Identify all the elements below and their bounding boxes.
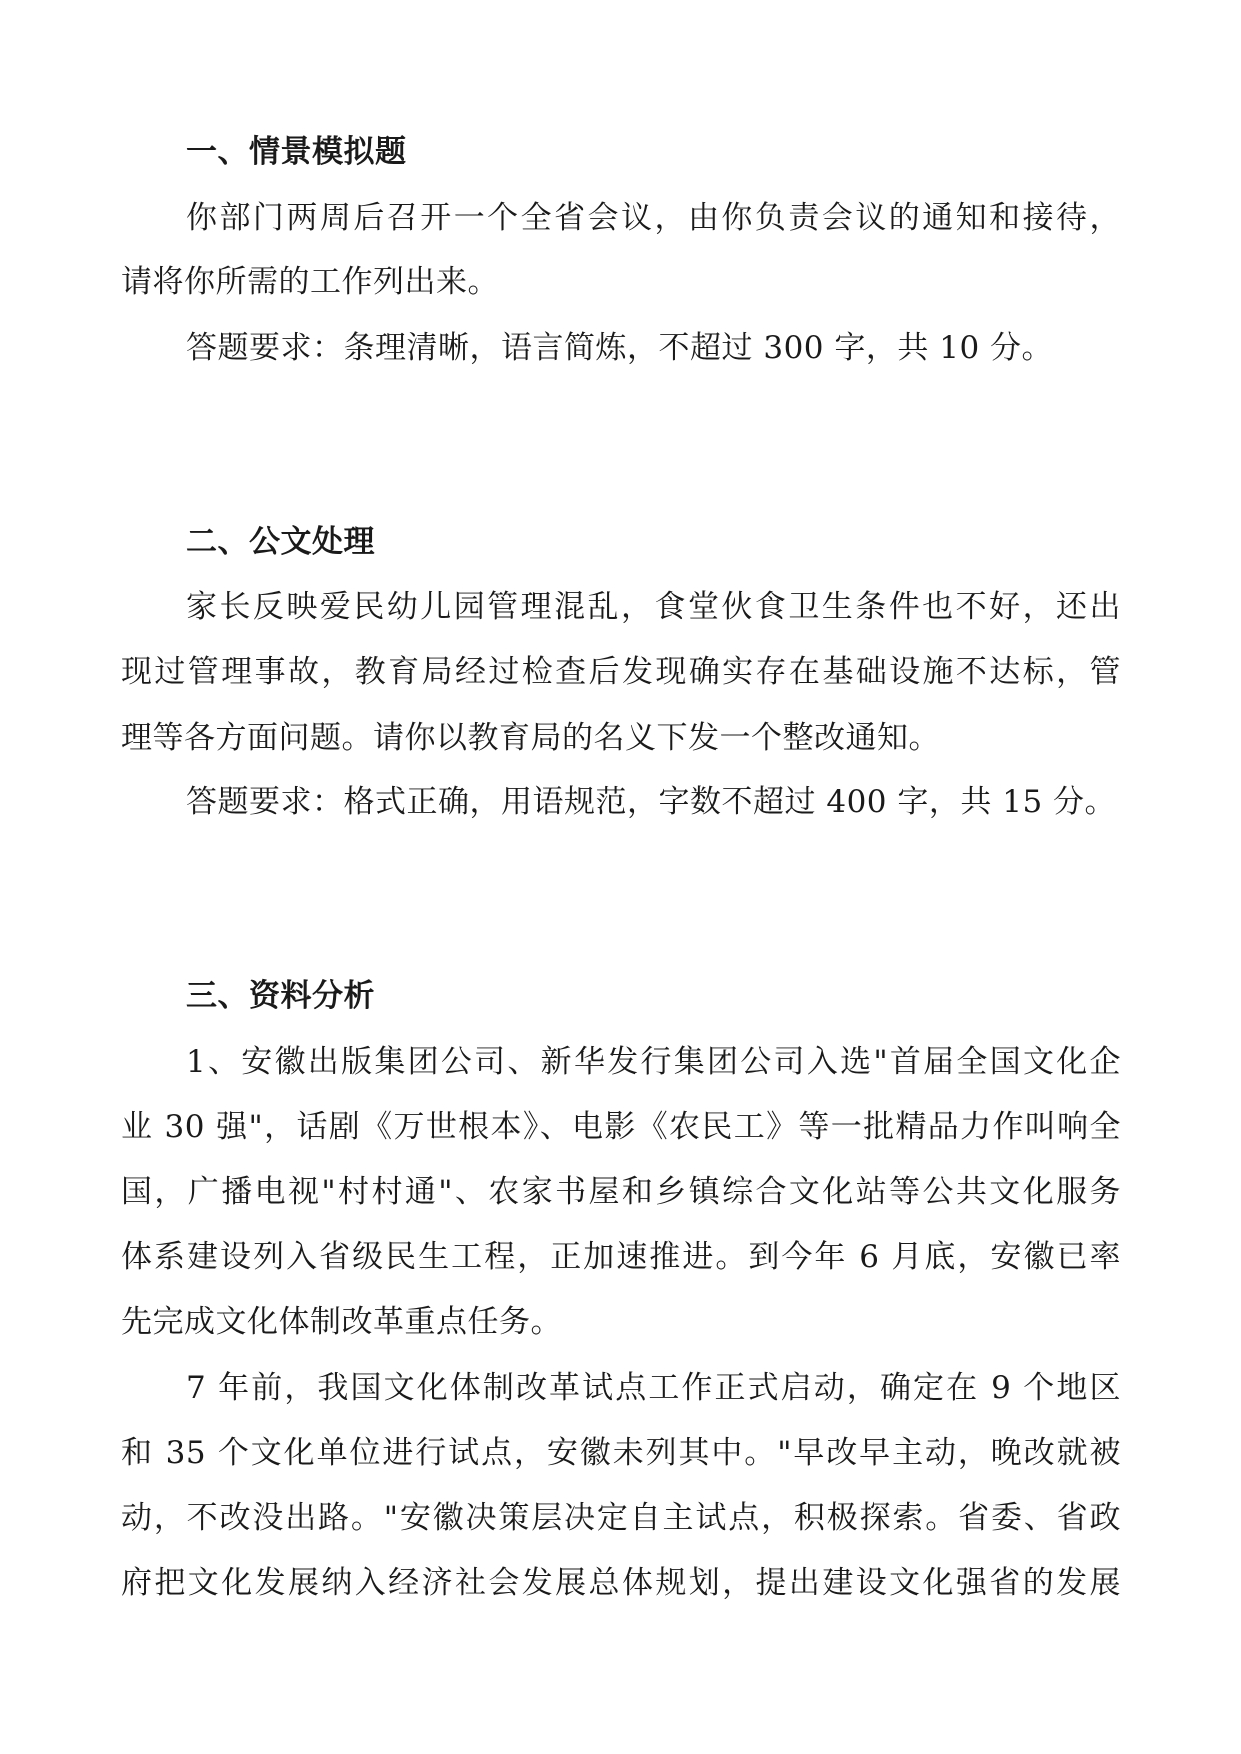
paragraph-line: 业 30 强"，话剧《万世根本》、电影《农民工》等一批精品力作叫响全 <box>121 1109 1121 1145</box>
paragraph-line: 动，不改没出路。"安徽决策层决定自主试点，积极探索。省委、省政 <box>121 1500 1121 1536</box>
paragraph-line: 国，广播电视"村村通"、农家书屋和乡镇综合文化站等公共文化服务 <box>121 1174 1121 1210</box>
paragraph-line: 现过管理事故，教育局经过检查后发现确实存在基础设施不达标，管 <box>121 654 1121 690</box>
paragraph-line: 请将你所需的工作列出来。 <box>121 264 499 300</box>
answer-requirement-2: 答题要求：格式正确，用语规范，字数不超过 400 字，共 15 分。 <box>186 784 1117 820</box>
section-heading-3: 三、资料分析 <box>186 978 375 1014</box>
paragraph-line: 1、安徽出版集团公司、新华发行集团公司入选"首届全国文化企 <box>186 1044 1121 1080</box>
paragraph-line: 府把文化发展纳入经济社会发展总体规划，提出建设文化强省的发展 <box>121 1565 1121 1601</box>
answer-requirement-1: 答题要求：条理清晰，语言简炼，不超过 300 字，共 10 分。 <box>186 330 1054 366</box>
paragraph-line: 和 35 个文化单位进行试点，安徽未列其中。"早改早主动，晚改就被 <box>121 1435 1121 1471</box>
paragraph-line: 你部门两周后召开一个全省会议，由你负责会议的通知和接待， <box>186 200 1121 236</box>
section-heading-1: 一、情景模拟题 <box>186 134 407 170</box>
paragraph-line: 7 年前，我国文化体制改革试点工作正式启动，确定在 9 个地区 <box>186 1370 1121 1406</box>
paragraph-line: 理等各方面问题。请你以教育局的名义下发一个整改通知。 <box>121 720 940 756</box>
paragraph-line: 体系建设列入省级民生工程，正加速推进。到今年 6 月底，安徽已率 <box>121 1239 1121 1275</box>
paragraph-line: 先完成文化体制改革重点任务。 <box>121 1304 562 1340</box>
paragraph-line: 家长反映爱民幼儿园管理混乱，食堂伙食卫生条件也不好，还出 <box>186 589 1121 625</box>
section-heading-2: 二、公文处理 <box>186 524 375 560</box>
